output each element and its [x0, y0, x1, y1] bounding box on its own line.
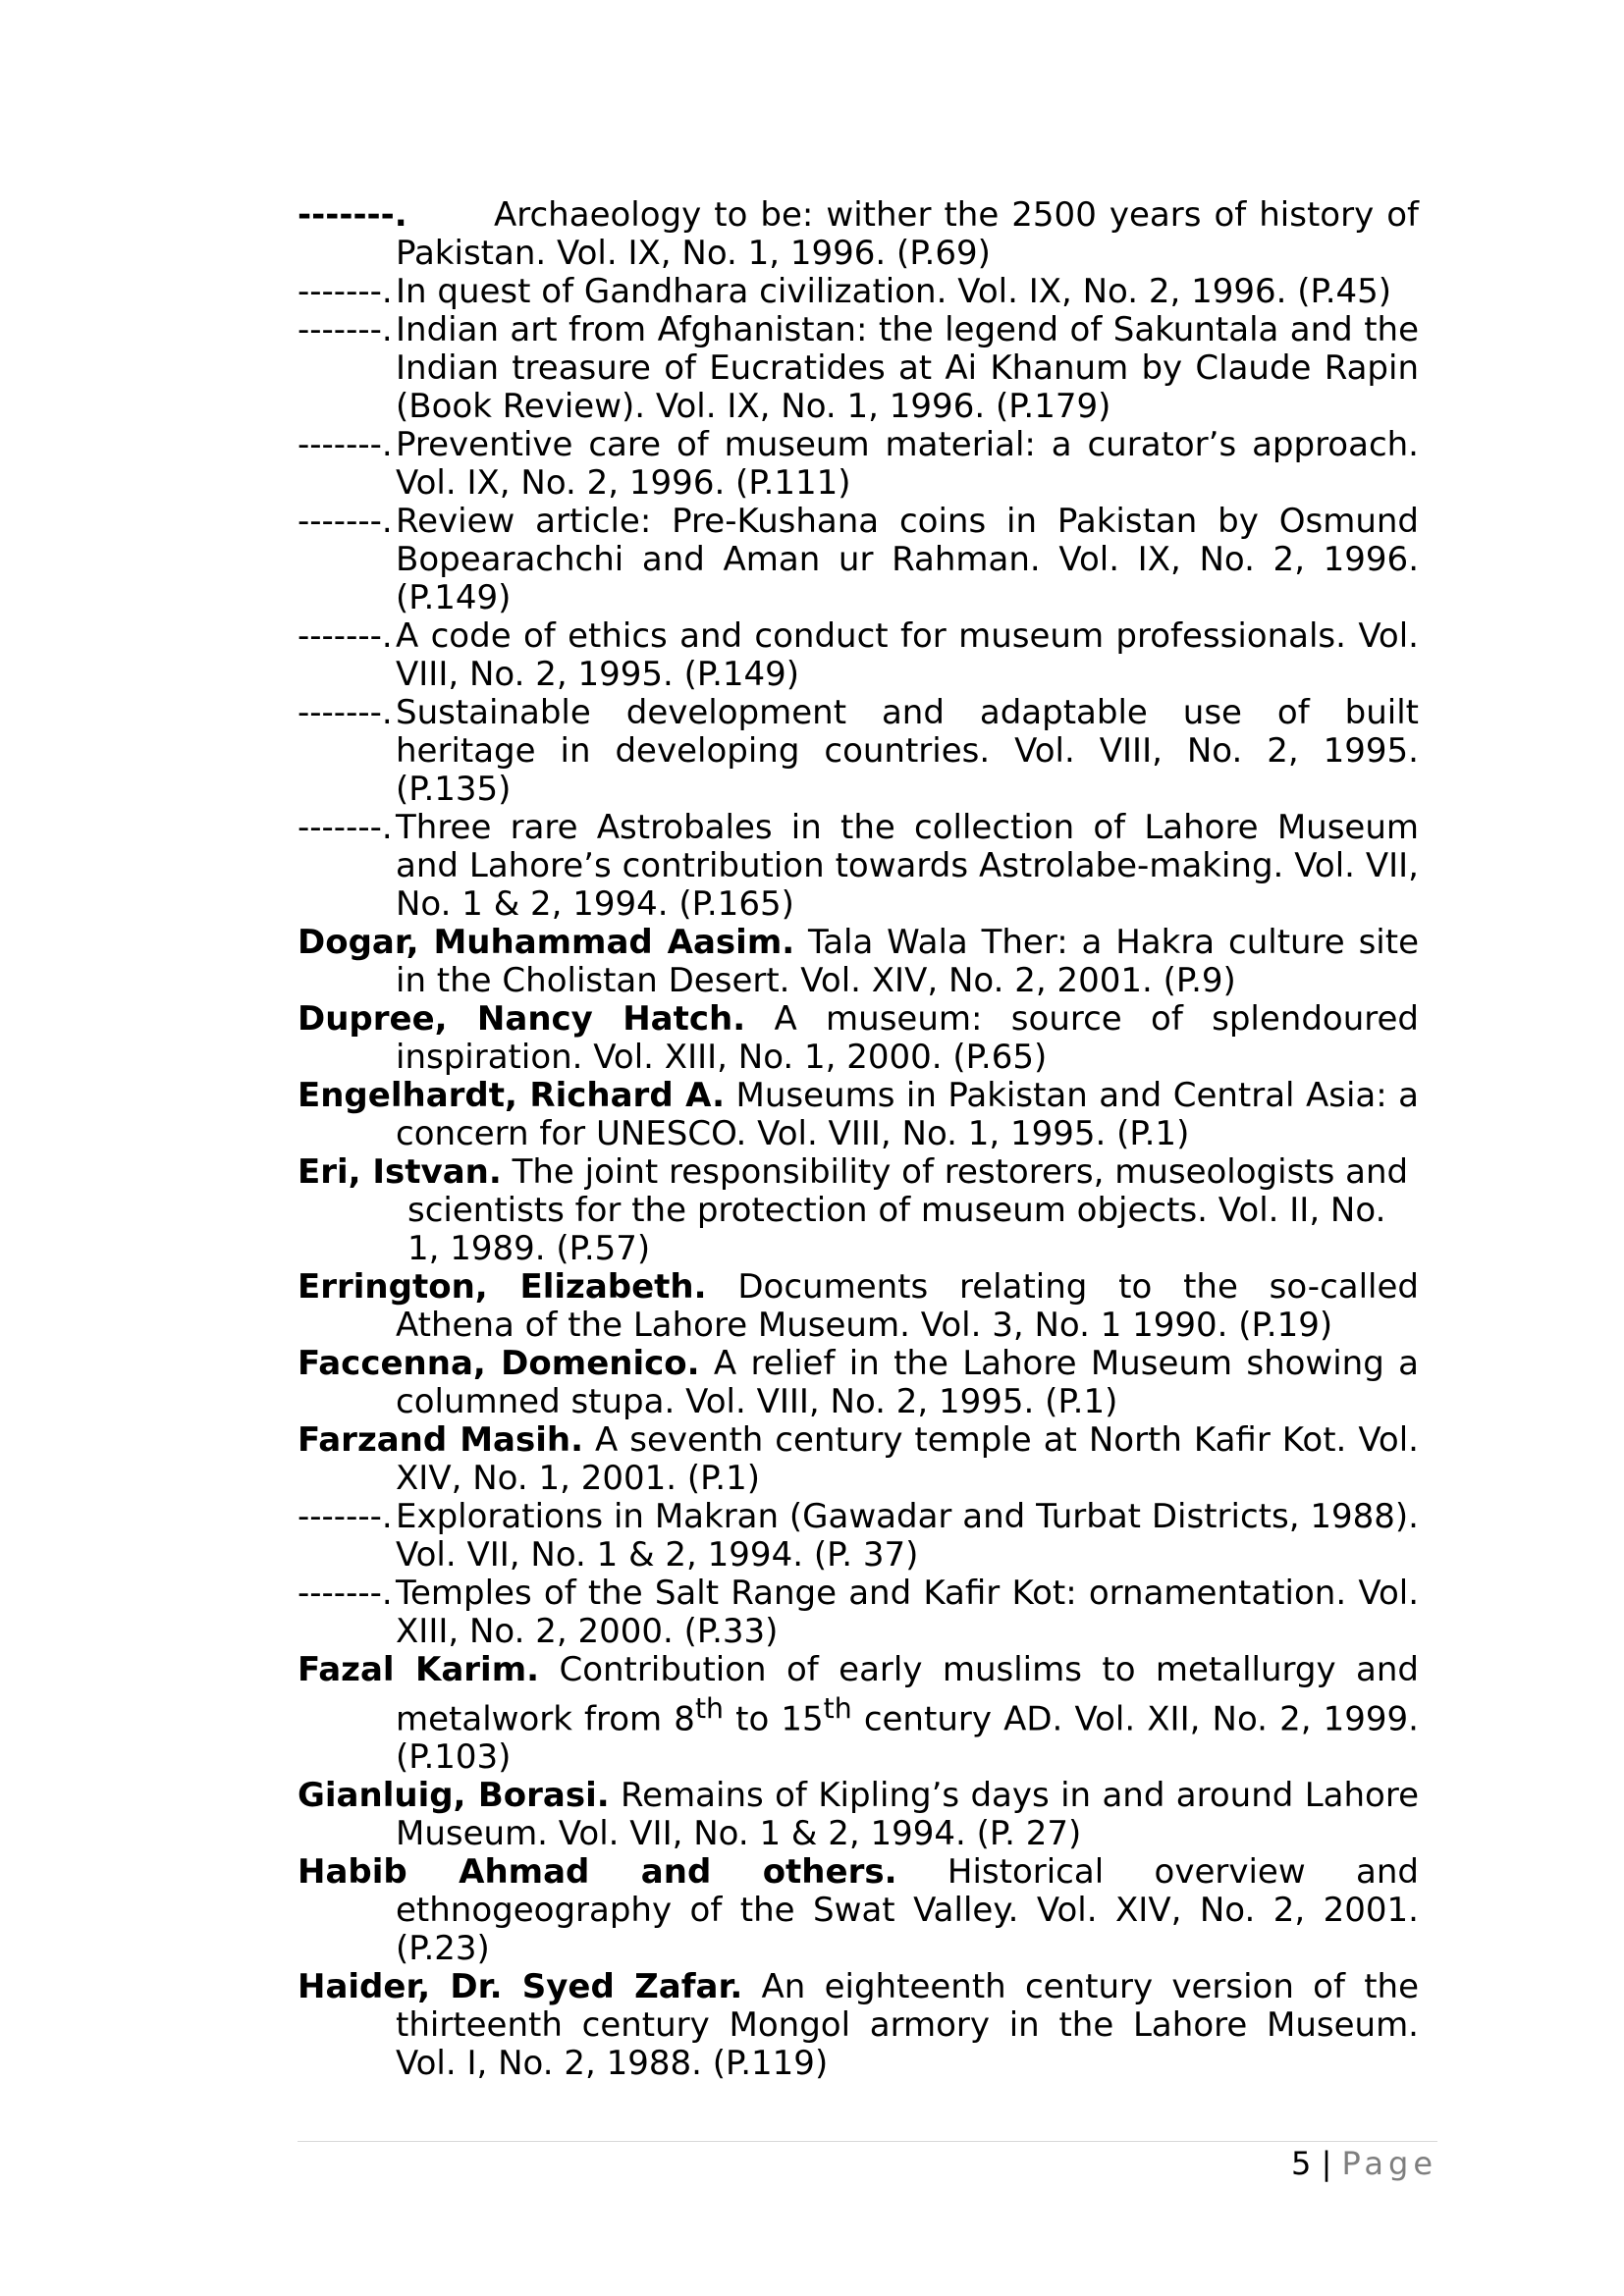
entry-text: A museum: source of splendoured inspiration. Vol. XIII, No. 1, 2000. (P.65) [396, 999, 1420, 1077]
bib-entry [298, 1000, 1419, 1077]
entry-text: century AD. Vol. XII, No. 2, 1999. (P.103) [396, 1699, 1419, 1778]
bib-entry [298, 1968, 1419, 2083]
entry-lead: -------. [298, 616, 393, 656]
entry-lead: -------. [298, 272, 393, 311]
entry-text: In quest of Gandhara civilization. Vol. IX, No. 2, 1996. (P.45) [396, 272, 1392, 311]
entry-text: Three rare Astrobales in the collection of Lahore Museum and Lahore’s contribution towards Astrolabe-making. Vol. VII, No. 1 & 2, 1994. (P.165) [396, 808, 1419, 924]
entry-lead: -------. [298, 195, 407, 235]
entry-text: Explorations in Makran (Gawadar and Turbat Districts, 1988). Vol. VII, No. 1 & 2, 1994. (P. 37) [396, 1497, 1419, 1575]
footer-divider [298, 2141, 1437, 2142]
entry-text: An eighteenth century version of the thirteenth century Mongol armory in the Lahore Museum. Vol. I, No. 2, 1988. (P.119) [396, 1967, 1419, 2084]
entry-lead: -------. [298, 1574, 393, 1613]
entry-text: Indian art from Afghanistan: the legend of Sakuntala and the Indian treasure of Eucratides at Ai Khanum by Claude Rapin (Book Review). Vol. IX, No. 1, 1996. (P.179) [396, 310, 1419, 426]
entry-author: Faccenna, Domenico. [298, 1344, 700, 1383]
entry-text: A seventh century temple at North Kafir Kot. Vol. XIV, No. 1, 2001. (P.1) [396, 1420, 1419, 1498]
entry-author: Dogar, Muhammad Aasim. [298, 923, 795, 962]
bib-entry [298, 1498, 1419, 1575]
entry-lead: -------. [298, 1497, 393, 1536]
entry-text: Contribution of early muslims to metallurgy and metalwork from 8 [396, 1650, 1419, 1739]
entry-text: Documents relating to the so-called Athena of the Lahore Museum. Vol. 3, No. 1 1990. (P.19) [396, 1267, 1419, 1345]
bib-entry [298, 1575, 1419, 1651]
entry-text: Tala Wala Ther: a Hakra culture site in the Cholistan Desert. Vol. XIV, No. 2, 2001. (P.9) [396, 923, 1420, 1000]
bibliography-list [298, 196, 1419, 2083]
entry-text: Remains of Kipling’s days in and around Lahore Museum. Vol. VII, No. 1 & 2, 1994. (P. 27) [396, 1776, 1419, 1854]
entry-text: Temples of the Salt Range and Kafir Kot: ornamentation. Vol. XIII, No. 2, 2000. (P.33) [396, 1574, 1419, 1651]
entry-text: Review article: Pre-Kushana coins in Pakistan by Osmund Bopearachchi and Aman ur Rahman. Vol. IX, No. 2, 1996. (P.149) [396, 502, 1419, 617]
superscript: th [694, 1692, 724, 1725]
entry-text: Historical overview and ethnogeography of the Swat Valley. Vol. XIV, No. 2, 2001. (P.23) [396, 1852, 1420, 1969]
entry-author: Farzand Masih. [298, 1420, 584, 1460]
entry-author: Habib Ahmad and others. [298, 1852, 897, 1893]
bib-entry [298, 1345, 1419, 1421]
entry-lead: -------. [298, 693, 393, 732]
entry-lead: -------. [298, 808, 393, 847]
entry-text: Preventive care of museum material: a curator’s approach. Vol. IX, No. 2, 1996. (P.111) [396, 425, 1419, 503]
entry-text: Archaeology to be: wither the 2500 years of history of Pakistan. Vol. IX, No. 1, 1996. (P.69) [396, 195, 1419, 273]
entry-author: Gianluig, Borasi. [298, 1776, 610, 1816]
entry-text: Sustainable development and adaptable use of built heritage in developing countries. Vol. VIII, No. 2, 1995. (P.135) [396, 693, 1419, 809]
entry-author: Haider, Dr. Syed Zafar. [298, 1967, 743, 2007]
entry-lead: -------. [298, 310, 393, 349]
entry-text: Museums in Pakistan and Central Asia: a concern for UNESCO. Vol. VIII, No. 1, 1995. (P.1) [396, 1076, 1420, 1153]
bib-entry [298, 503, 1419, 617]
entry-lead: -------. [298, 502, 393, 541]
entry-lead: -------. [298, 425, 393, 464]
bib-entry [298, 1077, 1419, 1153]
entry-text: The joint responsibility of restorers, museologists and scientists for the protection of museum objects. Vol. II, No. 1, 1989. (P.57) [407, 1152, 1409, 1268]
entry-author: Fazal Karim. [298, 1650, 540, 1689]
entry-text: A code of ethics and conduct for museum professionals. Vol. VIII, No. 2, 1995. (P.149) [396, 616, 1419, 694]
bib-entry [298, 273, 1419, 311]
bib-entry [298, 809, 1419, 924]
entry-author: Engelhardt, Richard A. [298, 1076, 726, 1115]
bib-entry [298, 1853, 1419, 1968]
bib-entry [298, 311, 1419, 426]
bib-entry [298, 1268, 1419, 1345]
superscript: th [823, 1692, 852, 1725]
bib-entry [298, 1651, 1419, 1777]
page-footer [1291, 2145, 1437, 2182]
bib-entry [298, 694, 1419, 809]
bib-entry [298, 426, 1419, 503]
entry-text: to 15 [724, 1699, 824, 1739]
entry-text: A relief in the Lahore Museum showing a columned stupa. Vol. VIII, No. 2, 1995. (P.1) [396, 1344, 1419, 1421]
bib-entry [298, 1777, 1419, 1853]
page-label: Page [1341, 2145, 1437, 2182]
bib-entry [298, 1153, 1426, 1268]
entry-author: Errington, Elizabeth. [298, 1267, 707, 1307]
bib-entry [298, 924, 1419, 1000]
bib-entry [298, 617, 1419, 694]
bib-entry [298, 1421, 1419, 1498]
entry-author: Eri, Istvan. [298, 1152, 502, 1192]
footer-separator: | [1311, 2145, 1342, 2182]
bib-entry [298, 196, 1419, 273]
entry-author: Dupree, Nancy Hatch. [298, 999, 746, 1039]
page-number: 5 [1291, 2145, 1312, 2182]
